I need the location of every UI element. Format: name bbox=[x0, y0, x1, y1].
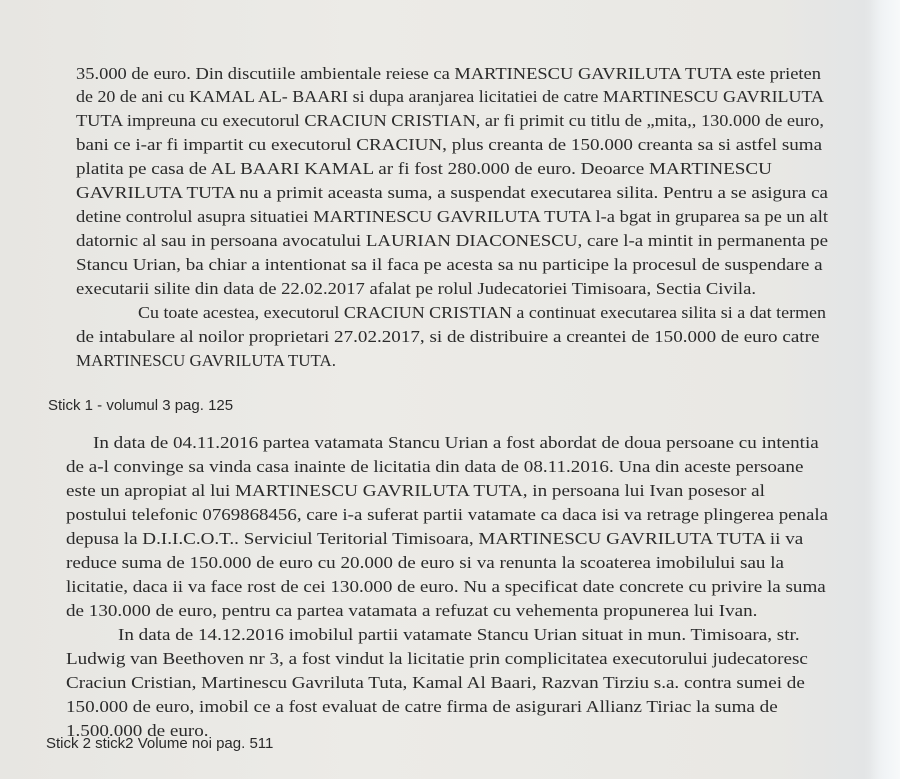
text-line: executarii silite din data de 22.02.2017 afalat pe rolul Judecatoriei Timisoara, Sectia Civila. bbox=[76, 279, 756, 298]
text-line: Ludwig van Beethoven nr 3, a fost vindut la licitatie prin complicitatea executorului judecatoresc bbox=[66, 649, 808, 668]
text-line: Craciun Cristian, Martinescu Gavriluta Tuta, Kamal Al Baari, Razvan Tirziu s.a. contra sumei de bbox=[66, 673, 805, 692]
text-line: licitatie, daca ii va face rost de cei 130.000 de euro. Nu a specificat date concrete cu privire la suma bbox=[66, 577, 826, 596]
text-line: MARTINESCU GAVRILUTA TUTA. bbox=[76, 351, 336, 370]
text-line: depusa la D.I.I.C.O.T.. Serviciul Teritorial Timisoara, MARTINESCU GAVRILUTA TUTA ii va bbox=[66, 529, 804, 548]
source-note-2: Stick 2 stick2 Volume noi pag. 511 bbox=[46, 735, 274, 752]
text-line: detine controlul asupra situatiei MARTINESCU GAVRILUTA TUTA l-a bgat in gruparea sa pe un alt bbox=[76, 207, 828, 226]
source-note-1: Stick 1 - volumul 3 pag. 125 bbox=[48, 397, 234, 414]
text-line: 150.000 de euro, imobil ce a fost evaluat de catre firma de asigurari Allianz Tiriac la suma de bbox=[66, 697, 778, 716]
text-line: 35.000 de euro. Din discutiile ambientale reiese ca MARTINESCU GAVRILUTA TUTA este prieten bbox=[76, 64, 821, 83]
text-line: In data de 14.12.2016 imobilul partii vatamate Stancu Urian situat in mun. Timisoara, str. bbox=[118, 625, 800, 644]
text-line: de 130.000 de euro, pentru ca partea vatamata a refuzat cu vehementa propunerea lui Ivan. bbox=[66, 601, 758, 620]
text-line: datornic al sau in persoana avocatului LAURIAN DIACONESCU, care l-a mintit in permanenta pe bbox=[76, 231, 828, 250]
text-line: GAVRILUTA TUTA nu a primit aceasta suma, a suspendat executarea silita. Pentru a se asigura ca bbox=[76, 183, 828, 202]
text-line: platita pe casa de AL BAARI KAMAL ar fi fost 280.000 de euro. Deoarce MARTINESCU bbox=[76, 159, 772, 178]
page-edge-glare bbox=[870, 0, 900, 779]
text-line: postului telefonic 0769868456, care i-a suferat partii vatamate ca daca isi va retrage plingerea penala bbox=[66, 505, 828, 524]
text-line: reduce suma de 150.000 de euro cu 20.000 de euro si va renunta la scoaterea imobilului sau la bbox=[66, 553, 785, 572]
text-line: de intabulare al noilor proprietari 27.02.2017, si de distribuire a creantei de 150.000 de euro catre bbox=[76, 327, 820, 346]
text-line: este un apropiat al lui MARTINESCU GAVRILUTA TUTA, in persoana lui Ivan posesor al bbox=[66, 481, 765, 500]
text-line: bani ce i-ar fi impartit cu executorul CRACIUN, plus creanta de 150.000 creanta sa si astfel suma bbox=[76, 135, 823, 154]
text-line: Stancu Urian, ba chiar a intentionat sa il faca pe acesta sa nu participe la procesul de suspendare a bbox=[76, 255, 823, 274]
text-line: Cu toate acestea, executorul CRACIUN CRISTIAN a continuat executarea silita si a dat termen bbox=[138, 303, 826, 322]
text-line: TUTA impreuna cu executorul CRACIUN CRISTIAN, ar fi primit cu titlu de „mita,, 130.000 de euro, bbox=[76, 111, 824, 130]
text-line: de a-l convinge sa vinda casa inainte de licitatia din data de 08.11.2016. Una din aceste persoane bbox=[66, 457, 804, 476]
text-line: de 20 de ani cu KAMAL AL- BAARI si dupa aranjarea licitatiei de catre MARTINESCU GAVRILUTA bbox=[76, 87, 824, 106]
text-line: 1.500.000 de euro. bbox=[66, 721, 209, 740]
text-line: In data de 04.11.2016 partea vatamata Stancu Urian a fost abordat de doua persoane cu intentia bbox=[93, 433, 819, 452]
